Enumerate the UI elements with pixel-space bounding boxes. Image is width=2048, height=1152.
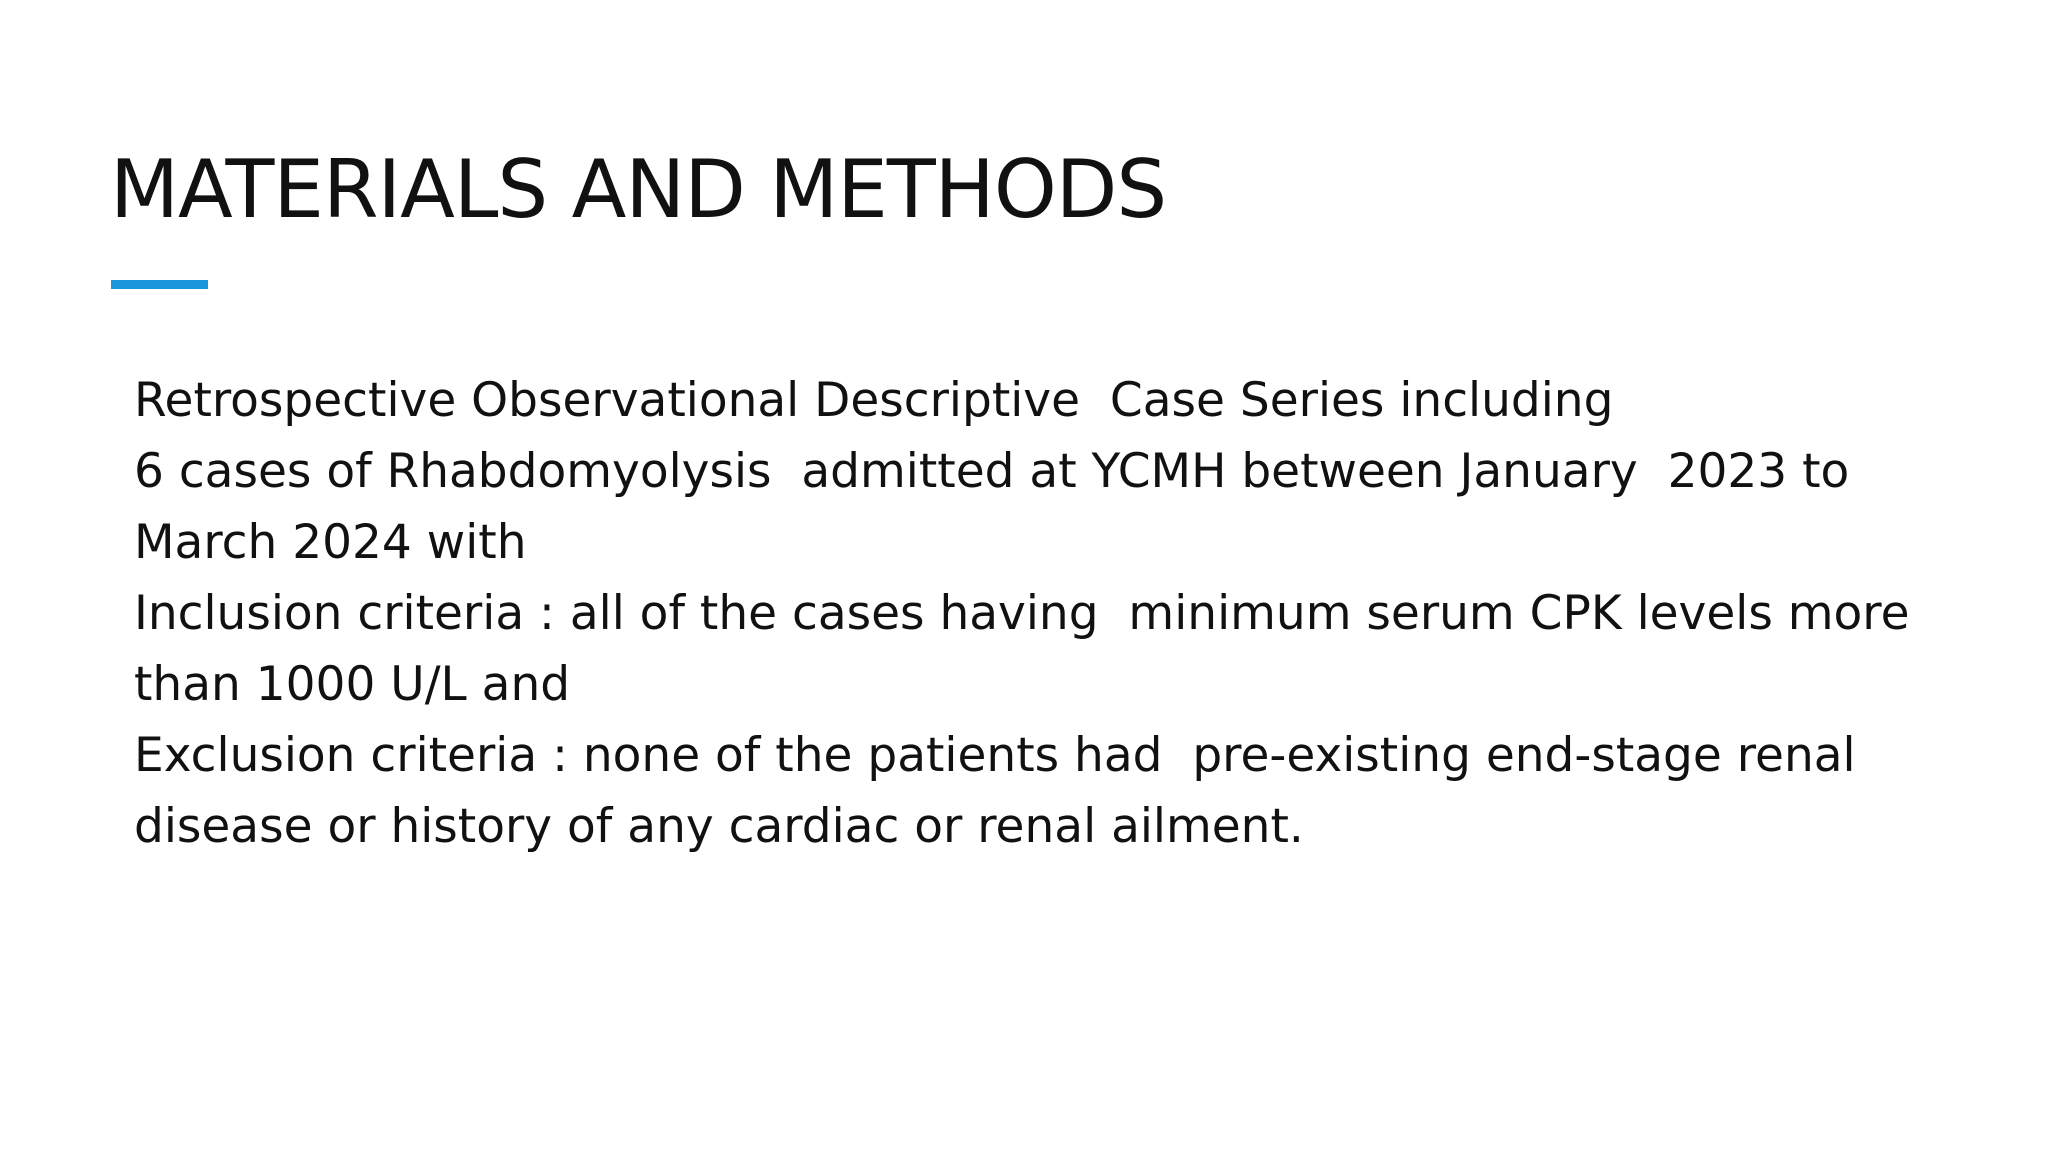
body-line: Inclusion criteria : all of the cases having minimum serum CPK levels more: [134, 586, 1910, 641]
body-line: 6 cases of Rhabdomyolysis admitted at YCMH between January 2023 to: [134, 444, 1850, 499]
body-line: disease or history of any cardiac or renal ailment.: [134, 799, 1304, 854]
body-line: Exclusion criteria : none of the patients had pre-existing end-stage renal: [134, 728, 1856, 783]
title-accent-bar: [111, 280, 208, 289]
slide-body-text: [134, 365, 1994, 862]
body-line: March 2024 with: [134, 515, 527, 570]
body-line: Retrospective Observational Descriptive Case Series including: [134, 373, 1614, 428]
slide-title: MATERIALS AND METHODS: [110, 143, 1167, 236]
body-line: than 1000 U/L and: [134, 657, 571, 712]
